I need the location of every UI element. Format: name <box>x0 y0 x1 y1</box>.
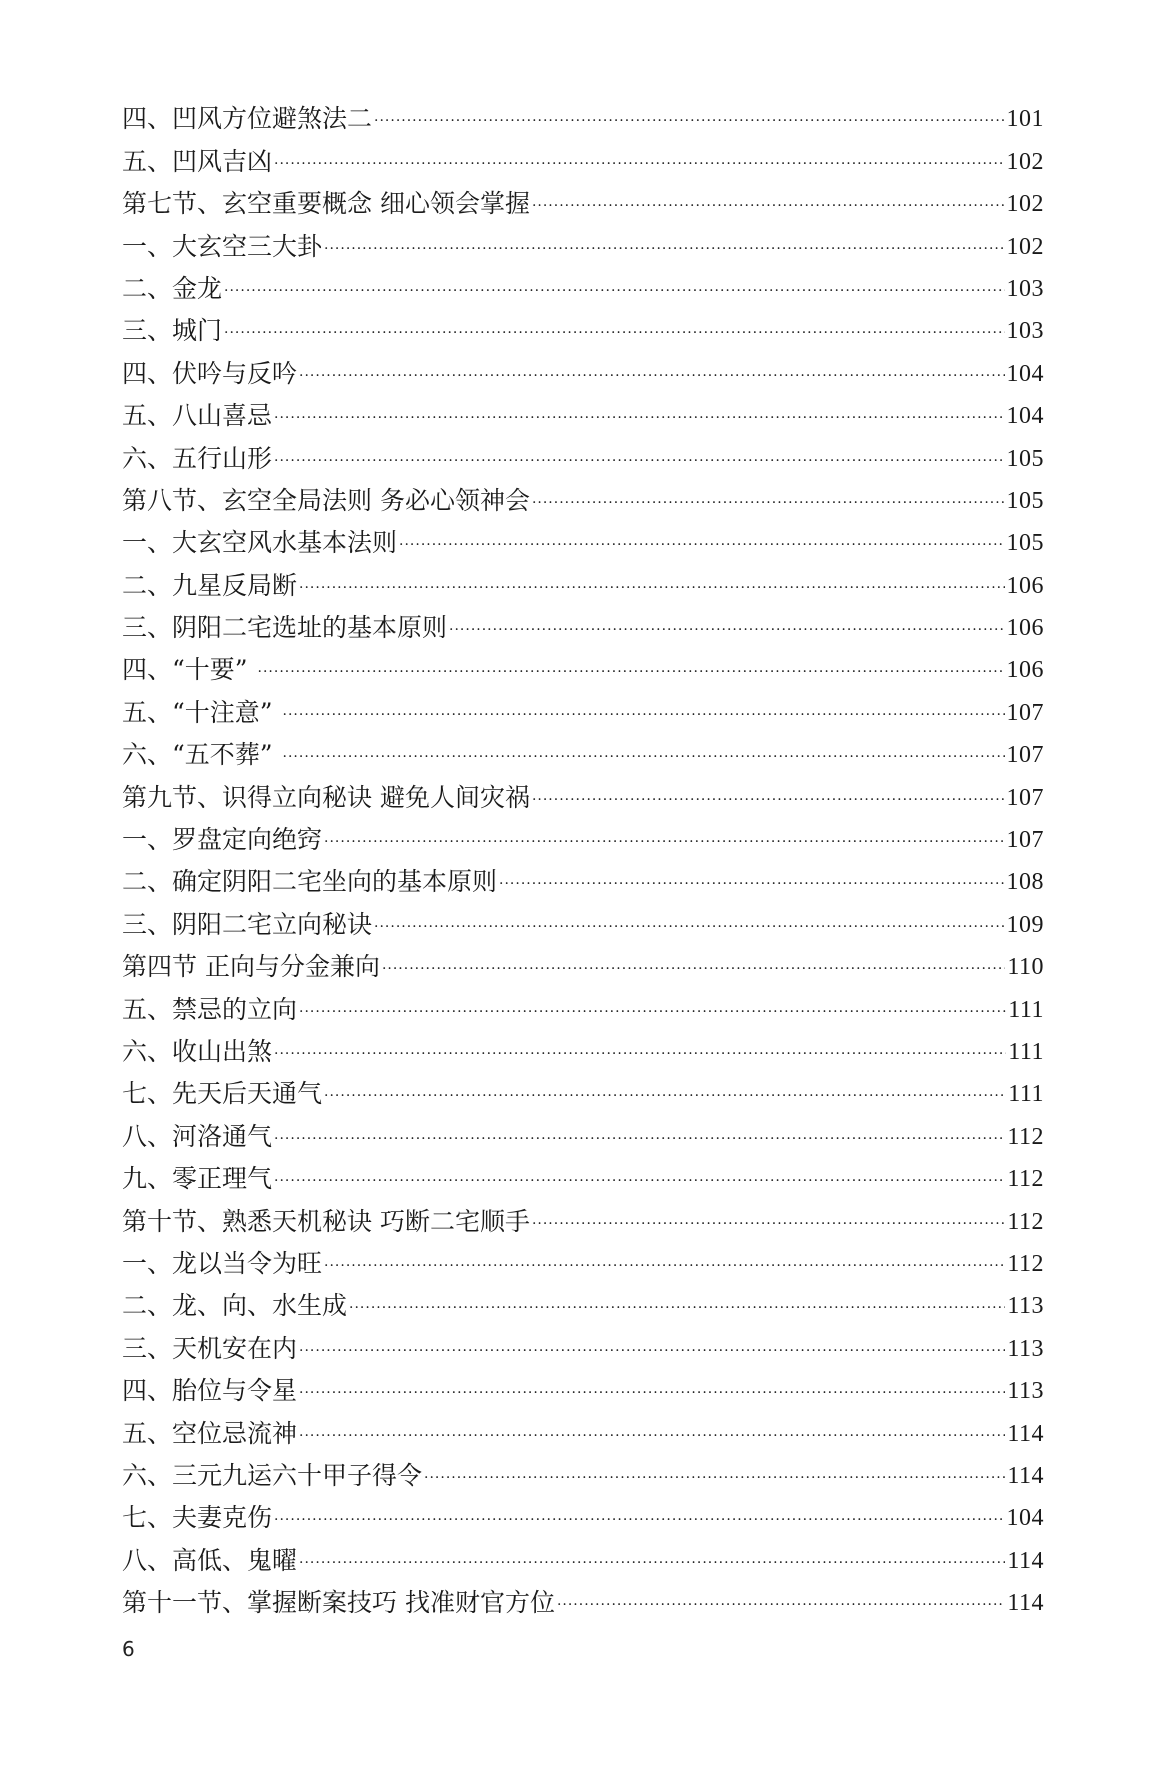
toc-entry-page: 109 <box>1006 911 1044 938</box>
toc-entry <box>122 431 1044 473</box>
dot-leader <box>374 114 1004 128</box>
toc-entry-title: 六、收山出煞 <box>122 1036 273 1066</box>
toc-entry-page: 105 <box>1006 530 1044 557</box>
dot-leader <box>324 242 1004 256</box>
dot-leader <box>224 326 1004 340</box>
dot-leader <box>349 1301 1005 1315</box>
toc-entry-page: 101 <box>1006 106 1044 133</box>
dot-leader <box>274 1174 1005 1188</box>
toc-entry-page: 112 <box>1007 1123 1044 1150</box>
toc-entry-title: 二、龙、向、水生成 <box>122 1291 348 1321</box>
toc-entry-page: 113 <box>1007 1293 1044 1320</box>
dot-leader <box>449 623 1004 637</box>
toc-entry <box>122 601 1044 643</box>
toc-entry-title: 八、河洛通气 <box>122 1121 273 1151</box>
toc-entry-page: 103 <box>1006 275 1044 302</box>
toc-entry <box>122 1406 1044 1448</box>
toc-entry-title: 第十节、熟悉天机秘诀 巧断二宅顺手 <box>122 1206 530 1236</box>
dot-leader <box>299 369 1004 383</box>
toc-entry-page: 106 <box>1006 615 1044 642</box>
toc-entry <box>122 1321 1044 1363</box>
toc-entry <box>122 516 1044 558</box>
toc-entry <box>122 1533 1044 1575</box>
dot-leader <box>258 665 1005 679</box>
dot-leader <box>557 1598 1005 1612</box>
toc-entry-title: 七、先天后天通气 <box>122 1079 323 1109</box>
toc-entry-title: 四、胎位与令星 <box>122 1376 298 1406</box>
dot-leader <box>499 877 1004 891</box>
toc-entry-title: 二、确定阴阳二宅坐向的基本原则 <box>122 867 498 897</box>
toc-entry <box>122 219 1044 261</box>
toc-entry-page: 107 <box>1006 827 1044 854</box>
dot-leader <box>299 1429 1005 1443</box>
dot-leader <box>299 1386 1005 1400</box>
toc-entry <box>122 643 1044 685</box>
toc-entry <box>122 389 1044 431</box>
dot-leader <box>399 538 1004 552</box>
toc-entry-page: 108 <box>1006 869 1044 896</box>
toc-entry <box>122 346 1044 388</box>
toc-entry-page: 112 <box>1007 1166 1044 1193</box>
toc-entry-page: 105 <box>1006 487 1044 514</box>
toc-entry-page: 114 <box>1007 1420 1044 1447</box>
dot-leader <box>324 1259 1005 1273</box>
toc-entry <box>122 558 1044 600</box>
toc-entry-title: 二、九星反局断 <box>122 570 298 600</box>
toc-entry-page: 104 <box>1006 403 1044 430</box>
dot-leader <box>374 920 1004 934</box>
dot-leader <box>532 793 1005 807</box>
toc-entry <box>122 1491 1044 1533</box>
toc-entry <box>122 728 1044 770</box>
toc-entry-title: 五、“十注意” <box>122 697 281 727</box>
toc-entry <box>122 262 1044 304</box>
toc-entry <box>122 897 1044 939</box>
toc-entry-page: 106 <box>1006 657 1044 684</box>
toc-entry-title: 一、大玄空三大卦 <box>122 231 323 261</box>
toc-entry-title: 三、天机安在内 <box>122 1333 298 1363</box>
dot-leader <box>532 496 1005 510</box>
toc-entry-title: 五、空位忌流神 <box>122 1418 298 1448</box>
toc-entry <box>122 1025 1044 1067</box>
toc-entry-title: 九、零正理气 <box>122 1164 273 1194</box>
toc-entry-title: 四、“十要” <box>122 655 256 685</box>
dot-leader <box>324 835 1004 849</box>
dot-leader <box>274 1513 1004 1527</box>
toc-entry <box>122 134 1044 176</box>
toc-entry <box>122 1237 1044 1279</box>
dot-leader <box>274 1047 1006 1061</box>
toc-entry <box>122 855 1044 897</box>
toc-entry <box>122 1109 1044 1151</box>
toc-entry-page: 111 <box>1008 1081 1044 1108</box>
toc-entry <box>122 1279 1044 1321</box>
toc-entry <box>122 304 1044 346</box>
toc-entry-page: 113 <box>1007 1378 1044 1405</box>
toc-entry-title: 一、大玄空风水基本法则 <box>122 528 398 558</box>
toc-entry-page: 104 <box>1006 360 1044 387</box>
toc-entry-page: 112 <box>1007 1250 1044 1277</box>
toc-entry-title: 七、夫妻克伤 <box>122 1503 273 1533</box>
toc-entry-title: 四、伏吟与反吟 <box>122 358 298 388</box>
toc-entry <box>122 940 1044 982</box>
toc-entry-page: 107 <box>1006 784 1044 811</box>
toc-entry-title: 五、凹风吉凶 <box>122 146 273 176</box>
toc-entry-title: 一、罗盘定向绝窍 <box>122 825 323 855</box>
toc-entry-page: 103 <box>1006 318 1044 345</box>
toc-entry-page: 107 <box>1006 742 1044 769</box>
dot-leader <box>274 157 1004 171</box>
toc-entry-page: 110 <box>1007 954 1044 981</box>
toc-entry-page: 105 <box>1006 445 1044 472</box>
toc-entry <box>122 177 1044 219</box>
dot-leader <box>274 1132 1005 1146</box>
dot-leader <box>224 284 1004 298</box>
toc-entry <box>122 1449 1044 1491</box>
toc-entry-title: 第四节 正向与分金兼向 <box>122 952 380 982</box>
toc-entry <box>122 92 1044 134</box>
toc-entry-title: 三、阴阳二宅立向秘诀 <box>122 909 373 939</box>
toc-entry-title: 第八节、玄空全局法则 务必心领神会 <box>122 485 530 515</box>
dot-leader <box>382 962 1005 976</box>
toc-entry-title: 第七节、玄空重要概念 细心领会掌握 <box>122 189 530 219</box>
toc-entry-page: 114 <box>1007 1590 1044 1617</box>
toc-entry-page: 114 <box>1007 1547 1044 1574</box>
toc-entry-title: 八、高低、鬼曜 <box>122 1545 298 1575</box>
toc-entry <box>122 982 1044 1024</box>
toc-entry-title: 第十一节、掌握断案技巧 找准财官方位 <box>122 1588 555 1618</box>
toc-entry-page: 102 <box>1006 148 1044 175</box>
toc-entry-title: 一、龙以当令为旺 <box>122 1248 323 1278</box>
dot-leader <box>283 750 1005 764</box>
toc-entry-page: 111 <box>1008 996 1044 1023</box>
dot-leader <box>274 411 1004 425</box>
toc-entry-page: 104 <box>1006 1505 1044 1532</box>
page-number: 6 <box>122 1637 135 1661</box>
toc-entry-page: 113 <box>1007 1335 1044 1362</box>
toc-entry-title: 二、金龙 <box>122 273 223 303</box>
dot-leader <box>299 581 1004 595</box>
toc-entry-title: 五、禁忌的立向 <box>122 994 298 1024</box>
toc-entry <box>122 1576 1044 1618</box>
toc-entry <box>122 1194 1044 1236</box>
toc-entry <box>122 474 1044 516</box>
dot-leader <box>424 1471 1005 1485</box>
toc-entry-title: 六、五行山形 <box>122 443 273 473</box>
dot-leader <box>532 1217 1005 1231</box>
toc-entry-page: 111 <box>1008 1038 1044 1065</box>
dot-leader <box>299 1556 1005 1570</box>
toc-entry-title: 六、“五不葬” <box>122 740 281 770</box>
dot-leader <box>299 1005 1006 1019</box>
toc-entry <box>122 1067 1044 1109</box>
toc-entry-title: 三、阴阳二宅选址的基本原则 <box>122 613 448 643</box>
toc-entry-page: 106 <box>1006 572 1044 599</box>
toc-entry-title: 三、城门 <box>122 316 223 346</box>
dot-leader <box>283 708 1005 722</box>
toc-entry <box>122 813 1044 855</box>
toc-entry-page: 114 <box>1007 1462 1044 1489</box>
toc-entry <box>122 1364 1044 1406</box>
toc-entry-title: 第九节、识得立向秘诀 避免人间灾祸 <box>122 782 530 812</box>
toc-entry-page: 102 <box>1006 191 1044 218</box>
toc-entry <box>122 685 1044 727</box>
dot-leader <box>299 1344 1005 1358</box>
dot-leader <box>274 454 1004 468</box>
dot-leader <box>324 1089 1006 1103</box>
dot-leader <box>532 199 1005 213</box>
toc-entry-page: 102 <box>1006 233 1044 260</box>
toc-entry-page: 112 <box>1007 1208 1044 1235</box>
toc-entry-title: 六、三元九运六十甲子得令 <box>122 1460 423 1490</box>
toc-entry-title: 五、八山喜忌 <box>122 401 273 431</box>
toc-entry-page: 107 <box>1006 699 1044 726</box>
toc-entry <box>122 1152 1044 1194</box>
toc-entry-title: 四、凹风方位避煞法二 <box>122 104 373 134</box>
toc-entry <box>122 770 1044 812</box>
table-of-contents <box>122 92 1044 1618</box>
